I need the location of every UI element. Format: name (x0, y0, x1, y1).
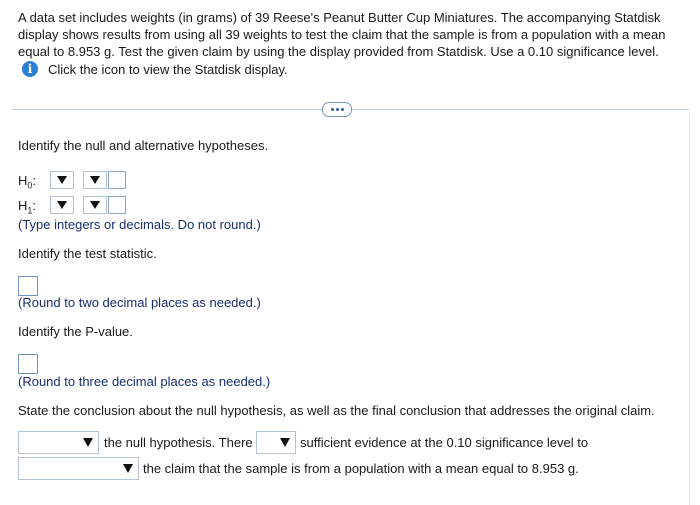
dropdown-arrow-icon (90, 201, 100, 209)
ellipsis-icon (331, 108, 334, 111)
conclusion-prompt: State the conclusion about the null hypothesis, as well as the final conclusion that addresses the original claim. (18, 403, 655, 418)
h1-relation-dropdown[interactable] (83, 196, 107, 214)
h1-parameter-dropdown[interactable] (50, 196, 74, 214)
dropdown-arrow-icon (57, 176, 67, 184)
h0-label (18, 173, 36, 191)
ellipsis-dot (341, 108, 344, 111)
hypotheses-prompt: Identify the null and alternative hypotheses. (18, 138, 269, 153)
h0-value-input[interactable] (108, 171, 126, 189)
p-value-prompt: Identify the P-value. (18, 324, 133, 339)
dropdown-arrow-icon (83, 438, 93, 447)
statdisk-display-link[interactable]: Click the icon to view the Statdisk display. (48, 61, 288, 77)
h1-subscript: 1 (27, 205, 33, 216)
dropdown-arrow-icon (90, 176, 100, 184)
info-icon[interactable]: i (22, 61, 38, 77)
h1-label (18, 198, 36, 216)
expand-more-button[interactable] (322, 102, 352, 117)
h1-colon: : (32, 198, 37, 213)
conclusion-text-3: the claim that the sample is from a population with a mean equal to 8.953 g. (143, 461, 579, 476)
dropdown-arrow-icon (57, 201, 67, 209)
h0-colon: : (32, 173, 37, 188)
h0-subscript: 0 (27, 180, 33, 191)
dropdown-arrow-icon (123, 464, 133, 473)
panel-edge (689, 115, 690, 505)
problem-statement: A data set includes weights (in grams) of 39 Reese's Peanut Butter Cup Miniatures. The accompanying Statdisk display shows results from using all 39 weights to test the claim that the sample is from a population with a mean equal to 8.953 g. Test the given claim by using the display provided from Statdisk. Use a 0.10 significance level. (18, 10, 666, 59)
test-statistic-prompt: Identify the test statistic. (18, 246, 157, 261)
statdisk-info-row[interactable] (22, 61, 288, 77)
conclusion-text-2: sufficient evidence at the 0.10 significance level to (300, 435, 589, 450)
evidence-dropdown[interactable] (256, 431, 296, 454)
h1-letter: H (18, 198, 28, 213)
null-decision-dropdown[interactable] (18, 431, 99, 454)
p-value-hint: (Round to three decimal places as needed.) (18, 374, 271, 389)
test-statistic-hint: (Round to two decimal places as needed.) (18, 295, 261, 310)
p-value-input[interactable] (18, 354, 38, 374)
h0-parameter-dropdown[interactable] (50, 171, 74, 189)
conclusion-text-1: the null hypothesis. There (104, 435, 253, 450)
hypotheses-hint: (Type integers or decimals. Do not round.) (18, 217, 261, 232)
h0-letter: H (18, 173, 28, 188)
claim-decision-dropdown[interactable] (18, 457, 139, 480)
dropdown-arrow-icon (280, 438, 290, 447)
test-statistic-input[interactable] (18, 276, 38, 296)
h1-value-input[interactable] (108, 196, 126, 214)
h0-relation-dropdown[interactable] (83, 171, 107, 189)
ellipsis-dot (336, 108, 339, 111)
